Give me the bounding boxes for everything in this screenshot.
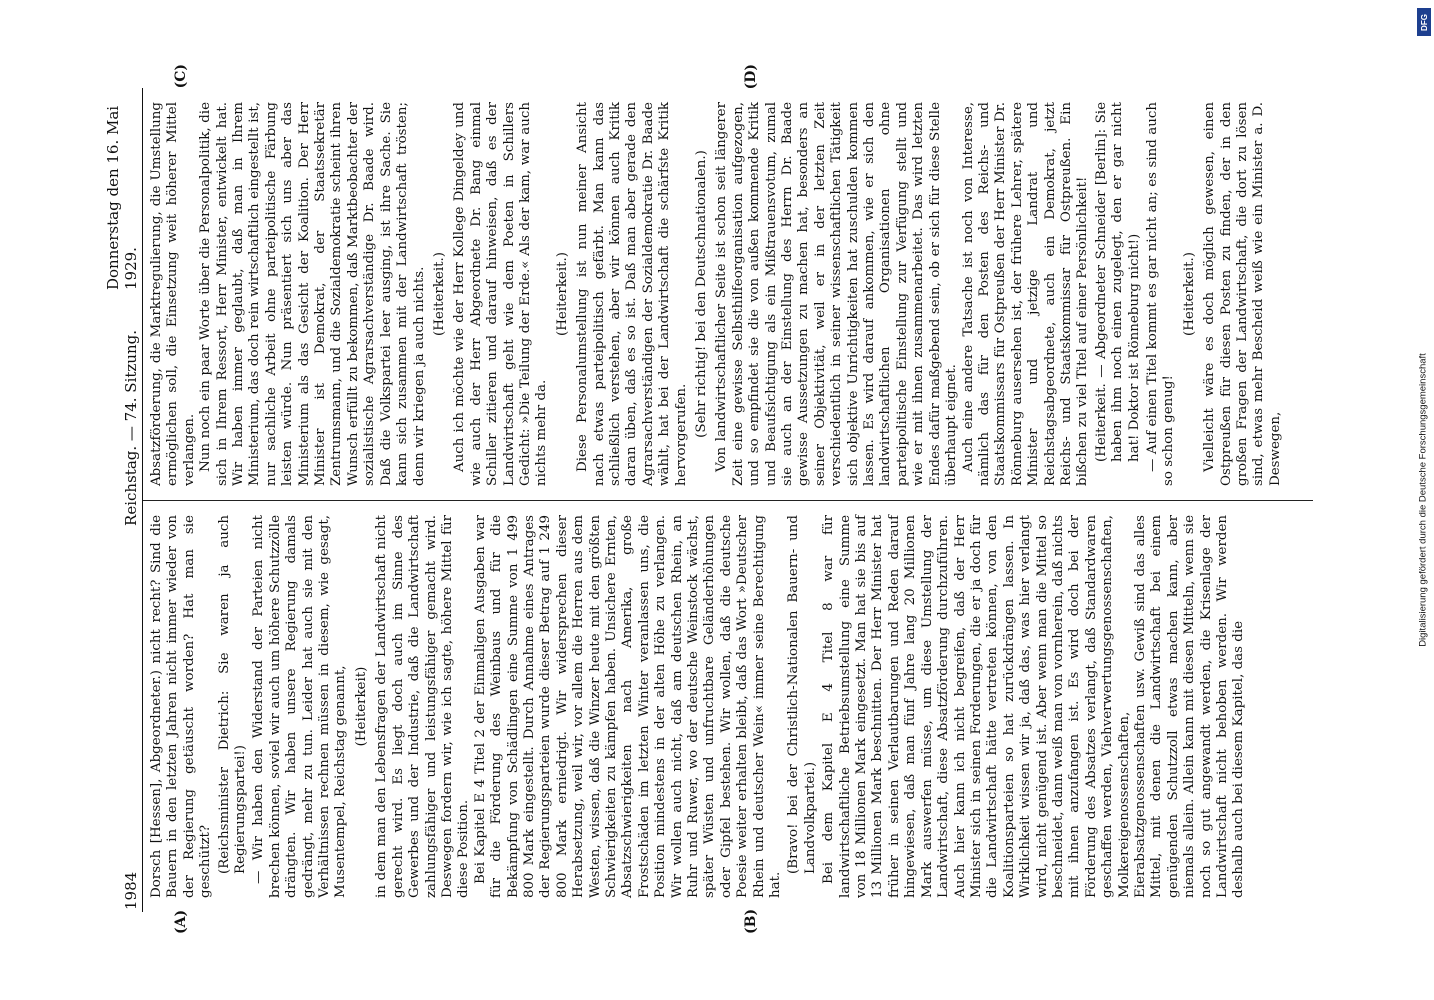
margin-marker-d: (D) bbox=[743, 64, 759, 90]
page-number: 1984 bbox=[122, 871, 140, 910]
paragraph: in dem man den Lebensfragen der Landwirtschaft nicht gerecht wird. Es liegt doch auch im Sinne des Gewerbes und der Industrie, daß die Landwirtschaft zahlungsfähiger und leistungsfähiger gemacht wird. Deswegen fordern wir, wie ich sagte, höhere Mittel für diese Position. bbox=[374, 515, 472, 898]
paragraph: Diese Personalumstellung ist nun meiner Ansicht nach etwas parteipolitisch gefärbt. Man kann das schließlich verstehen, aber wir können auch Kritik daran üben, daß es so ist. Daß man aber gerade den Agrarsachverständigen der Sozialdemokratie Dr. Baade wählt, hat bei der Landwirtschaft die schärfste Kritik hervorgerufen. bbox=[575, 102, 689, 486]
margin-marker-b: (B) bbox=[743, 908, 759, 934]
page-header bbox=[104, 88, 143, 912]
paragraph: Bei Kapitel E 4 Titel 2 der Einmaligen Ausgaben war für die Förderung des Weinbaus und für die Bekämpfung von Schädlingen eine Summe von 1 499 800 Mark eingestellt. Durch Annahme eines Antrages der Regierungsparteien wurde dieser Betrag auf 1 249 800 Mark erniedrigt. Wir widersprechen dieser Herabsetzung, weil wir, vor allem die Herren aus dem Westen, wissen, daß die Winzer heute mit den größten Schwierigkeiten zu kämpfen haben. Unsichere Ernten, Absatzschwierigkeiten nach Amerika, große Frostschäden im letzten Winter veranlassen uns, die Position mindestens in der alten Höhe zu verlangen. Wir wollen auch nicht, daß am deutschen Rhein, an Ruhr und Ruwer, wo der deutsche Weinstock wächst, später Wüsten und unfruchtbare Geländerhöhungen oder Gipfel bestehen. Wir wollen, daß die deutsche Poesie weiter erhalten bleibt, daß das Wort »Deutscher Rhein und deutscher Wein« immer seine Berechtigung hat. bbox=[472, 515, 784, 898]
document-page bbox=[102, 64, 1332, 934]
text-columns bbox=[143, 64, 1313, 934]
paragraph: Absatzförderung, die Marktregulierung, die Umstellung ermöglichen soll, die Einsetzung weit höherer Mittel verlangen. bbox=[149, 102, 197, 486]
interjection: (Reichsminister Dietrich: Sie waren ja auch Regierungspartei!) bbox=[216, 515, 249, 874]
paragraph: Von landwirtschaftlicher Seite ist schon seit längerer Zeit eine gewisse Selbsthilfeorganisation aufgezogen, und so empfindet sie die von außen kommende Kritik und Beaufsichtigung als ein Mißtrauensvotum, zumal sie auch an der Einstellung des Herrn Dr. Baade gewisse Aussetzungen zu machen hat, besonders an seiner Objektivität, weil er in der letzten Zeit verschiedentlich in seiner wissenschaftlichen Tätigkeit sich objektive Unrichtigkeiten hat zuschulden kommen lassen. Es wird darauf ankommen, wie er sich den landwirtschaftlichen Organisationen ohne parteipolitische Einstellung zur Verfügung stellt und wie er mit ihnen zusammenarbeitet. Das wird letzten Endes dafür maßgebend sein, ob er sich für diese Stelle überhaupt eignet. bbox=[714, 102, 960, 486]
left-column bbox=[143, 500, 1313, 912]
session-title: Reichstag. — 74. Sitzung. bbox=[122, 330, 140, 526]
paragraph: Bei dem Kapitel E 4 Titel 8 war für landwirtschaftliche Betriebsumstellung eine Summe von 18 Millionen Mark eingesetzt. Man hat sie bis auf 13 Millionen Mark beschnitten. Der Herr Minister hat früher in seinen Verlautbarungen und Reden darauf hingewiesen, daß man fünf Jahre lang 20 Millionen Mark auswerfen müsse, um diese Umstellung der Landwirtschaft, diese Absatzförderung durchzuführen. Auch hier kann ich nicht begreifen, daß der Herr Minister sich in seinen Forderungen, die er ja doch für die Landwirtschaft hätte vertreten können, von den Koalitionsparteien so hat zurückdrängen lassen. In Wirklichkeit wissen wir ja, daß das, was hier verlangt wird, nicht genügend ist. Aber wenn man die Mittel so beschneidet, dann weiß man von vornherein, daß nichts mit ihnen anzufangen ist. Es wird doch bei der Förderung des Absatzes verlangt, daß Standardwaren geschaffen werden, Viehverwertungsgenossenschaften, Molkereigenossenschaften, Eierabsatzgenossenschaften usw. Gewiß sind das alles Mittel, mit denen die Landwirtschaft bei einem genügenden Schutzzoll etwas machen kann, aber niemals allein. Allein kann mit diesen Mitteln, wenn sie noch so gut angewandt werden, die Krisenlage der Landwirtschaft nicht behoben werden. Wir werden deshalb auch bei diesem Kapitel, das die bbox=[821, 515, 1247, 898]
paragraph: Dorsch [Hessen], Abgeordneter.) nicht recht? Sind die Bauern in den letzten Jahren nicht immer wieder von der Regierung getäuscht worden? Hat man sie geschützt? bbox=[149, 515, 214, 898]
paragraph: — Wir haben den Widerstand der Parteien nicht brechen können, soviel wir auch um höhere Schutzzölle drängten. Wir haben unsere Regierung damals gedrängt, mehr zu tun. Leider hat auch sie mit den Verhältnissen rechnen müssen in diesem, wie gesagt, Musentempel, Reichstag genannt, bbox=[251, 515, 349, 898]
interjection: (Heiterkeit.) bbox=[1181, 252, 1197, 336]
interjection: (Bravo! bei der Christlich-Nationalen Bauern- und Landvolkpartei.) bbox=[786, 515, 818, 874]
interjection: (Heiterkeit.) bbox=[431, 252, 447, 336]
margin-marker-a: (A) bbox=[173, 909, 189, 934]
interjection: (Sehr richtig! bei den Deutschnationalen.) bbox=[694, 150, 709, 438]
paragraph: Nun noch ein paar Worte über die Personalpolitik, die sich in Ihrem Ressort, Herr Minister, entwickelt hat. Wir haben immer geglaubt, daß man in Ihrem Ministerium, das doch rein wirtschaftlich eingestellt ist, nur sachliche Arbeit ohne parteipolitische Färbung leisten würde. Nun präsentiert sich uns aber das Ministerium als das Gesicht der Koalition. Der Herr Minister ist Demokrat, der Staatssekretär Zentrumsmann, und die Sozialdemokratie scheint ihren Wunsch erfüllt zu bekommen, daß Marktbeobachter der sozialistische Agrarsachverständige Dr. Baade wird. Daß die Volkspartei leer ausging, ist ihre Sache. Sie kann sich zusammen mit der Landwirtschaft trösten; denn wir kriegen ja auch nichts. bbox=[198, 102, 427, 486]
paragraph: Auch ich möchte wie der Herr Kollege Dingeldey und wie auch der Herr Abgeordnete Dr. Bang einmal Schiller zitieren und darauf hinweisen, daß es der Landwirtschaft geht wie dem Poeten in Schillers Gedicht: »Die Teilung der Erde.« Als der kam, war auch nichts mehr da. bbox=[452, 102, 550, 486]
paragraph: Auch eine andere Tatsache ist noch von Interesse, nämlich das für den Posten des Reichs- und Staatskommissars für Ostpreußen der Herr Minister Dr. Rönneburg ausersehen ist, der frühere Lehrer, spätere Minister und jetzige Landrat und Reichstagsabgeordnete, auch ein Demokrat, jetzt Reichs- und Staatskommissar für Ostpreußen. Ein bißchen zu viel Titel auf einer Persönlichkeit! bbox=[960, 102, 1091, 486]
right-column bbox=[143, 88, 1313, 500]
interjection: (Heiterkeit. — Abgeordneter Schneider [Berlin]: Sie haben ihm noch einen zugelegt, den er gar nicht hat! Doktor ist Rönneburg nicht!) bbox=[1093, 102, 1142, 462]
dfg-logo-text: DFG bbox=[1419, 13, 1429, 31]
interjection: (Heiterkeit.) bbox=[554, 252, 570, 336]
session-date: Donnerstag den 16. Mai 1929. bbox=[104, 105, 140, 290]
interjection: (Heiterkeit) bbox=[353, 666, 369, 747]
digitization-credit-text: Digitalisierung gefördert durch die Deutsche Forschungsgemeinschaft bbox=[1417, 353, 1429, 647]
paragraph: Vielleicht wäre es doch möglich gewesen, einen Ostpreußen für diesen Posten zu finden, der in den großen Fragen der Landwirtschaft, die dort zu lösen sind, etwas mehr Bescheid weiß wie ein Minister a. D. Deswegen, bbox=[1202, 102, 1283, 486]
digitization-credit bbox=[1414, 8, 1432, 993]
margin-marker-c: (C) bbox=[173, 64, 189, 89]
paragraph: — Auf einen Titel kommt es gar nicht an; es sind auch so schon genug! bbox=[1144, 102, 1177, 486]
